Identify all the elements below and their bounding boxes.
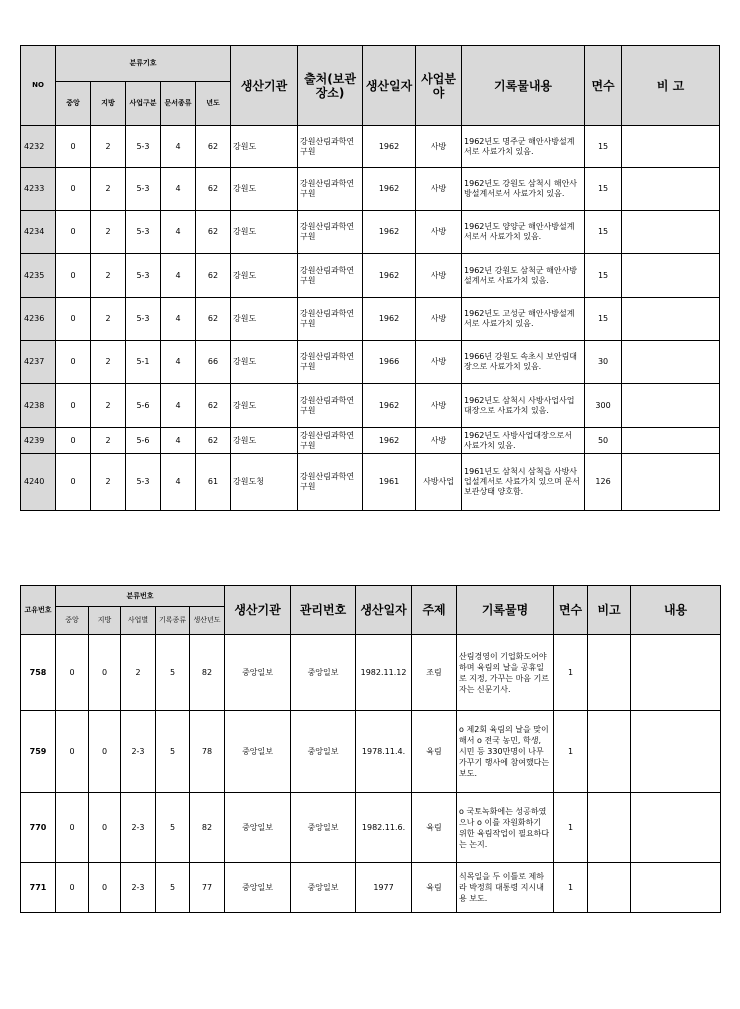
header-producer: 생산기관 xyxy=(225,586,291,635)
cell-note xyxy=(622,454,720,511)
cell-central: 0 xyxy=(56,168,91,211)
cell-document-type: 4 xyxy=(161,168,196,211)
table-row xyxy=(21,793,721,863)
cell-business-field: 사방 xyxy=(416,254,462,298)
cell-content xyxy=(631,635,721,711)
table-row xyxy=(21,126,720,168)
row-no: 4239 xyxy=(21,428,56,454)
table-row xyxy=(21,298,720,341)
cell-document-type: 4 xyxy=(161,428,196,454)
cell-central: 0 xyxy=(56,635,89,711)
cell-pages: 30 xyxy=(585,341,622,384)
cell-production-date: 1962 xyxy=(363,126,416,168)
cell-local: 2 xyxy=(91,254,126,298)
cell-record-name: o 제2회 육림의 날을 맞이해서 o 전국 농민, 학생, 시민 등 330만명이 나무가꾸기 행사에 참여했다는 보도. xyxy=(457,711,554,793)
cell-central: 0 xyxy=(56,863,89,913)
cell-source: 강원산림과학연구원 xyxy=(298,454,363,511)
cell-producer: 강원도 xyxy=(231,126,298,168)
cell-management-number: 중앙일보 xyxy=(291,793,356,863)
cell-note xyxy=(622,298,720,341)
cell-business: 2 xyxy=(121,635,156,711)
cell-local: 2 xyxy=(91,384,126,428)
row-id: 759 xyxy=(21,711,56,793)
cell-record-type: 5 xyxy=(156,711,190,793)
cell-pages: 15 xyxy=(585,168,622,211)
cell-local: 0 xyxy=(89,635,121,711)
header-central: 중앙 xyxy=(56,82,91,126)
cell-producer: 강원도 xyxy=(231,341,298,384)
cell-producer: 강원도청 xyxy=(231,454,298,511)
cell-year: 62 xyxy=(196,126,231,168)
cell-production-date: 1966 xyxy=(363,341,416,384)
cell-note xyxy=(622,254,720,298)
row-no: 4233 xyxy=(21,168,56,211)
header-producer: 생산기관 xyxy=(231,46,298,126)
cell-production-date: 1961 xyxy=(363,454,416,511)
cell-local: 2 xyxy=(91,454,126,511)
cell-producer: 중앙일보 xyxy=(225,711,291,793)
cell-local: 2 xyxy=(91,428,126,454)
cell-business-type: 5-3 xyxy=(126,126,161,168)
cell-producer: 강원도 xyxy=(231,211,298,254)
cell-source: 강원산림과학연구원 xyxy=(298,211,363,254)
table-row xyxy=(21,711,721,793)
cell-source: 강원산림과학연구원 xyxy=(298,384,363,428)
row-no: 4237 xyxy=(21,341,56,384)
cell-business-field: 사방 xyxy=(416,341,462,384)
cell-production-date: 1962 xyxy=(363,298,416,341)
cell-central: 0 xyxy=(56,341,91,384)
cell-note xyxy=(622,168,720,211)
cell-document-type: 4 xyxy=(161,384,196,428)
cell-producer: 강원도 xyxy=(231,428,298,454)
header-classification: 분류기호 xyxy=(56,46,231,82)
cell-document-type: 4 xyxy=(161,341,196,384)
header-document-type: 문서종류 xyxy=(161,82,196,126)
cell-production-year: 82 xyxy=(190,793,225,863)
header-content: 내용 xyxy=(631,586,721,635)
cell-record-content: 1962년도 강원도 삼척시 해안사방설계서로서 사료가치 있음. xyxy=(462,168,585,211)
cell-record-content: 1962년도 삼척시 사방사업사업대장으로 사료가치 있음. xyxy=(462,384,585,428)
table-row xyxy=(21,635,721,711)
cell-source: 강원산림과학연구원 xyxy=(298,428,363,454)
cell-content xyxy=(631,793,721,863)
cell-pages: 15 xyxy=(585,298,622,341)
cell-pages: 1 xyxy=(554,711,588,793)
cell-producer: 중앙일보 xyxy=(225,863,291,913)
header-subject: 주제 xyxy=(412,586,457,635)
cell-pages: 1 xyxy=(554,863,588,913)
cell-producer: 중앙일보 xyxy=(225,635,291,711)
table-row xyxy=(21,254,720,298)
header-production-date: 생산일자 xyxy=(356,586,412,635)
header-management-number: 관리번호 xyxy=(291,586,356,635)
cell-management-number: 중앙일보 xyxy=(291,863,356,913)
cell-production-date: 1962 xyxy=(363,168,416,211)
cell-business-field: 사방 xyxy=(416,428,462,454)
cell-note xyxy=(622,126,720,168)
header-record-content: 기록물내용 xyxy=(462,46,585,126)
row-id: 758 xyxy=(21,635,56,711)
row-no: 4238 xyxy=(21,384,56,428)
cell-document-type: 4 xyxy=(161,254,196,298)
cell-note xyxy=(588,711,631,793)
cell-document-type: 4 xyxy=(161,126,196,168)
header-year: 년도 xyxy=(196,82,231,126)
cell-production-year: 82 xyxy=(190,635,225,711)
cell-business-type: 5-3 xyxy=(126,454,161,511)
header-record-type: 기록종류 xyxy=(156,607,190,635)
row-id: 770 xyxy=(21,793,56,863)
header-note: 비고 xyxy=(588,586,631,635)
header-source: 출처(보관장소) xyxy=(298,46,363,126)
cell-note xyxy=(622,384,720,428)
cell-source: 강원산림과학연구원 xyxy=(298,168,363,211)
cell-central: 0 xyxy=(56,298,91,341)
cell-business-type: 5-6 xyxy=(126,428,161,454)
cell-local: 0 xyxy=(89,863,121,913)
cell-pages: 300 xyxy=(585,384,622,428)
cell-production-date: 1962 xyxy=(363,254,416,298)
table-row xyxy=(21,454,720,511)
cell-note xyxy=(622,341,720,384)
cell-note xyxy=(622,428,720,454)
table-row xyxy=(21,384,720,428)
record-table-2 xyxy=(20,585,721,913)
cell-local: 2 xyxy=(91,126,126,168)
cell-record-content: 1962년 강원도 삼척군 해안사방설계서로 사료가치 있음. xyxy=(462,254,585,298)
cell-pages: 15 xyxy=(585,126,622,168)
table-row xyxy=(21,341,720,384)
cell-pages: 1 xyxy=(554,793,588,863)
header-pages: 면수 xyxy=(585,46,622,126)
cell-source: 강원산림과학연구원 xyxy=(298,298,363,341)
cell-production-date: 1982.11.12 xyxy=(356,635,412,711)
cell-production-date: 1962 xyxy=(363,428,416,454)
cell-record-content: 1966년 강원도 속초시 보안림대장으로 사료가치 있음. xyxy=(462,341,585,384)
cell-local: 0 xyxy=(89,793,121,863)
cell-year: 62 xyxy=(196,384,231,428)
cell-year: 62 xyxy=(196,254,231,298)
cell-year: 62 xyxy=(196,298,231,341)
cell-subject: 육림 xyxy=(412,863,457,913)
cell-subject: 육림 xyxy=(412,793,457,863)
header-classification-number: 분류번호 xyxy=(56,586,225,607)
cell-pages: 50 xyxy=(585,428,622,454)
cell-content xyxy=(631,863,721,913)
cell-document-type: 4 xyxy=(161,211,196,254)
cell-business-type: 5-1 xyxy=(126,341,161,384)
cell-source: 강원산림과학연구원 xyxy=(298,341,363,384)
record-table-1 xyxy=(20,45,720,511)
header-record-name: 기록물명 xyxy=(457,586,554,635)
cell-pages: 126 xyxy=(585,454,622,511)
cell-record-content: 1962년도 명주군 해안사방설계서로 사료가치 있음. xyxy=(462,126,585,168)
cell-producer: 중앙일보 xyxy=(225,793,291,863)
header-business-field: 사업분야 xyxy=(416,46,462,126)
cell-local: 2 xyxy=(91,341,126,384)
cell-subject: 조림 xyxy=(412,635,457,711)
cell-producer: 강원도 xyxy=(231,384,298,428)
row-no: 4234 xyxy=(21,211,56,254)
cell-business-type: 5-3 xyxy=(126,298,161,341)
row-no: 4240 xyxy=(21,454,56,511)
cell-record-type: 5 xyxy=(156,793,190,863)
cell-central: 0 xyxy=(56,711,89,793)
cell-record-name: 산림경영이 기업화도어야하며 육림의 날을 공휴일로 지정, 가꾸는 마음 기르자는 신문기사. xyxy=(457,635,554,711)
cell-pages: 15 xyxy=(585,211,622,254)
cell-document-type: 4 xyxy=(161,298,196,341)
cell-business-field: 사방 xyxy=(416,211,462,254)
cell-note xyxy=(622,211,720,254)
cell-local: 2 xyxy=(91,168,126,211)
header-local: 지방 xyxy=(89,607,121,635)
cell-source: 강원산림과학연구원 xyxy=(298,254,363,298)
cell-business-field: 사방 xyxy=(416,126,462,168)
cell-business-field: 사방 xyxy=(416,298,462,341)
cell-business: 2-3 xyxy=(121,711,156,793)
cell-year: 66 xyxy=(196,341,231,384)
cell-local: 0 xyxy=(89,711,121,793)
cell-production-date: 1962 xyxy=(363,384,416,428)
cell-local: 2 xyxy=(91,211,126,254)
cell-central: 0 xyxy=(56,454,91,511)
cell-business: 2-3 xyxy=(121,793,156,863)
cell-central: 0 xyxy=(56,384,91,428)
cell-production-year: 77 xyxy=(190,863,225,913)
cell-record-content: 1962년도 양양군 해안사방설계서로서 사료가치 있음. xyxy=(462,211,585,254)
table-row xyxy=(21,211,720,254)
cell-record-type: 5 xyxy=(156,863,190,913)
cell-business-type: 5-3 xyxy=(126,168,161,211)
header-note: 비 고 xyxy=(622,46,720,126)
row-no: 4236 xyxy=(21,298,56,341)
cell-record-content: 1962년도 사방사업대장으로서 사료가치 있음. xyxy=(462,428,585,454)
cell-subject: 육림 xyxy=(412,711,457,793)
cell-business: 2-3 xyxy=(121,863,156,913)
header-business-type: 사업구분 xyxy=(126,82,161,126)
table-row xyxy=(21,168,720,211)
cell-production-date: 1962 xyxy=(363,211,416,254)
header-business: 사업별 xyxy=(121,607,156,635)
cell-production-year: 78 xyxy=(190,711,225,793)
cell-business-field: 사방사업 xyxy=(416,454,462,511)
cell-central: 0 xyxy=(56,254,91,298)
cell-business-type: 5-3 xyxy=(126,211,161,254)
cell-management-number: 중앙일보 xyxy=(291,635,356,711)
cell-document-type: 4 xyxy=(161,454,196,511)
cell-content xyxy=(631,711,721,793)
cell-central: 0 xyxy=(56,211,91,254)
cell-source: 강원산림과학연구원 xyxy=(298,126,363,168)
row-id: 771 xyxy=(21,863,56,913)
header-production-year: 생산년도 xyxy=(190,607,225,635)
cell-management-number: 중앙일보 xyxy=(291,711,356,793)
cell-pages: 15 xyxy=(585,254,622,298)
table-row xyxy=(21,428,720,454)
cell-record-name: o 국토녹화에는 성공하였으나 o 이를 자원화하기 위한 육림작업이 필요하다는 논지. xyxy=(457,793,554,863)
cell-producer: 강원도 xyxy=(231,168,298,211)
cell-central: 0 xyxy=(56,428,91,454)
cell-central: 0 xyxy=(56,126,91,168)
cell-record-name: 식목일을 두 이틀로 제하라 박정희 대통령 지시내용 보도. xyxy=(457,863,554,913)
cell-local: 2 xyxy=(91,298,126,341)
header-pages: 면수 xyxy=(554,586,588,635)
cell-production-date: 1977 xyxy=(356,863,412,913)
cell-production-date: 1982.11.6. xyxy=(356,793,412,863)
header-no: NO xyxy=(21,46,56,126)
row-no: 4235 xyxy=(21,254,56,298)
cell-pages: 1 xyxy=(554,635,588,711)
cell-year: 62 xyxy=(196,211,231,254)
cell-business-field: 사방 xyxy=(416,384,462,428)
header-local: 지방 xyxy=(91,82,126,126)
cell-note xyxy=(588,793,631,863)
header-production-date: 생산일자 xyxy=(363,46,416,126)
header-central: 중앙 xyxy=(56,607,89,635)
cell-year: 61 xyxy=(196,454,231,511)
cell-year: 62 xyxy=(196,428,231,454)
cell-producer: 강원도 xyxy=(231,298,298,341)
cell-business-field: 사방 xyxy=(416,168,462,211)
cell-production-date: 1978.11.4. xyxy=(356,711,412,793)
header-unique-id: 고유번호 xyxy=(21,586,56,635)
cell-central: 0 xyxy=(56,793,89,863)
cell-business-type: 5-3 xyxy=(126,254,161,298)
cell-record-content: 1962년도 고성군 해안사방설계서로 사료가치 있음. xyxy=(462,298,585,341)
cell-record-type: 5 xyxy=(156,635,190,711)
row-no: 4232 xyxy=(21,126,56,168)
cell-producer: 강원도 xyxy=(231,254,298,298)
cell-note xyxy=(588,635,631,711)
cell-year: 62 xyxy=(196,168,231,211)
cell-record-content: 1961년도 삼척시 삼척읍 사방사업설계서로 사료가치 있으며 문서 보관상태 양호함. xyxy=(462,454,585,511)
table-row xyxy=(21,863,721,913)
cell-business-type: 5-6 xyxy=(126,384,161,428)
cell-note xyxy=(588,863,631,913)
